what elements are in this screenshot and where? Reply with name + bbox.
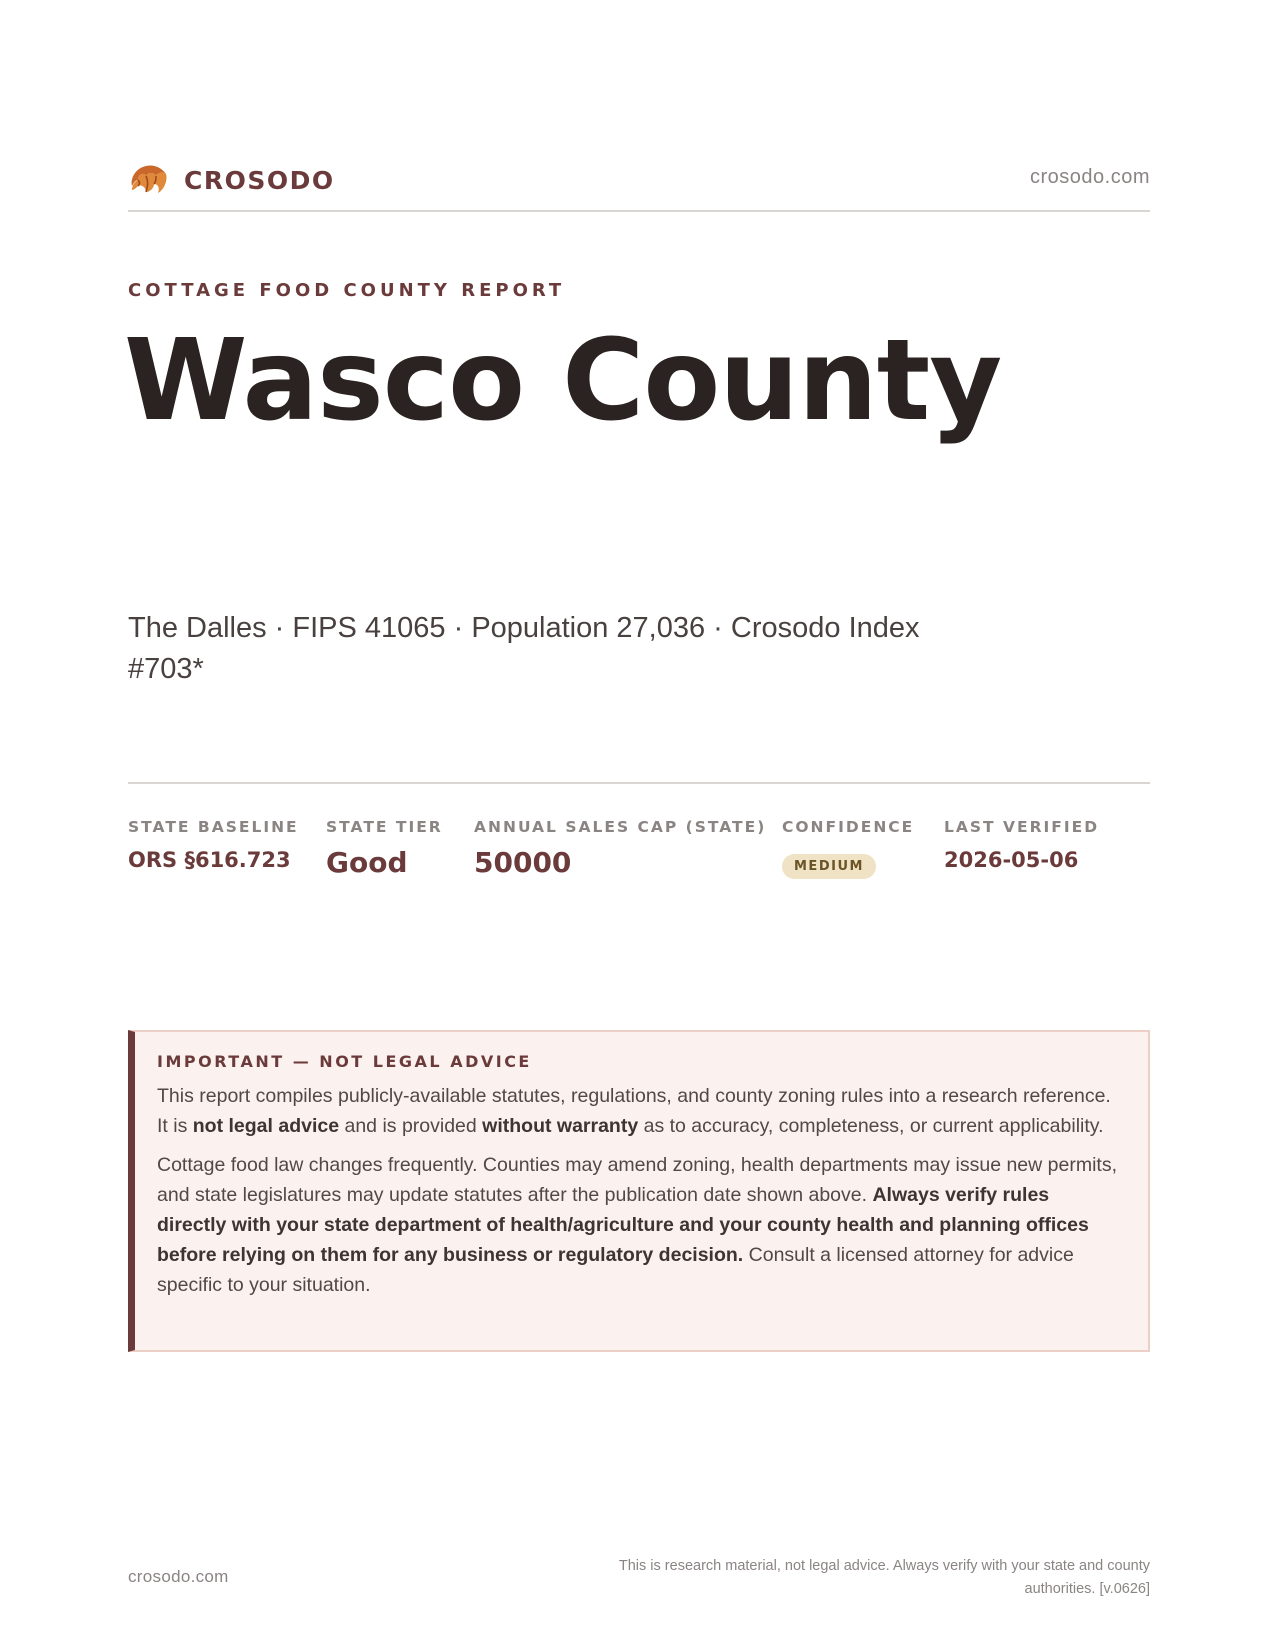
- stat-state-baseline: [128, 818, 299, 872]
- stat-last-verified: [944, 818, 1099, 872]
- stat-label: LAST VERIFIED: [944, 818, 1100, 836]
- stat-annual-sales-cap: [474, 818, 766, 879]
- stat-label: STATE BASELINE: [128, 818, 299, 836]
- stat-label: CONFIDENCE: [782, 818, 915, 836]
- stat-value: 50000: [474, 846, 572, 879]
- report-subtitle: The Dalles · FIPS 41065 · Population 27,036 · Crosodo Index #703*: [128, 612, 920, 685]
- brand[interactable]: [128, 160, 335, 198]
- notice-paragraph: This report compiles publicly-available statutes, regulations, and county zoning rules into a research reference. It is not legal advice and is provided without warranty as to accuracy, completeness, or current applicability.: [157, 1085, 1111, 1137]
- notice-title: IMPORTANT — NOT LEGAL ADVICE: [157, 1052, 532, 1071]
- stat-label: ANNUAL SALES CAP (STATE): [474, 818, 767, 836]
- divider: [128, 782, 1150, 784]
- confidence-badge: MEDIUM: [782, 854, 876, 879]
- stat-label: STATE TIER: [326, 818, 443, 836]
- brand-name: CROSODO: [184, 165, 335, 195]
- report-eyebrow: COTTAGE FOOD COUNTY REPORT: [128, 280, 566, 301]
- stat-confidence: [782, 818, 914, 879]
- stat-value: 2026-05-06: [944, 848, 1079, 872]
- page-header: [128, 160, 1150, 212]
- site-url-link[interactable]: crosodo.com: [1030, 166, 1150, 188]
- footer-site-url[interactable]: crosodo.com: [128, 1567, 229, 1586]
- croissant-icon: [128, 160, 170, 198]
- legal-notice: [128, 1030, 1150, 1352]
- page-title: Wasco County: [124, 316, 1002, 446]
- stat-value: Good: [326, 846, 408, 879]
- stat-state-tier: [326, 818, 443, 879]
- notice-paragraph: Cottage food law changes frequently. Counties may amend zoning, health departments may issue new permits, and state legislatures may update statutes after the publication date shown above. Always verify rules directly with your state department of health/agriculture and your county health and planning offices before relying on them for any business or regulatory decision. Consult a licensed attorney for advice specific to your situation.: [157, 1154, 1117, 1296]
- footer-disclaimer: This is research material, not legal advice. Always verify with your state and county authorities. [v.0626]: [618, 1558, 1150, 1597]
- stat-value: ORS §616.723: [128, 848, 291, 872]
